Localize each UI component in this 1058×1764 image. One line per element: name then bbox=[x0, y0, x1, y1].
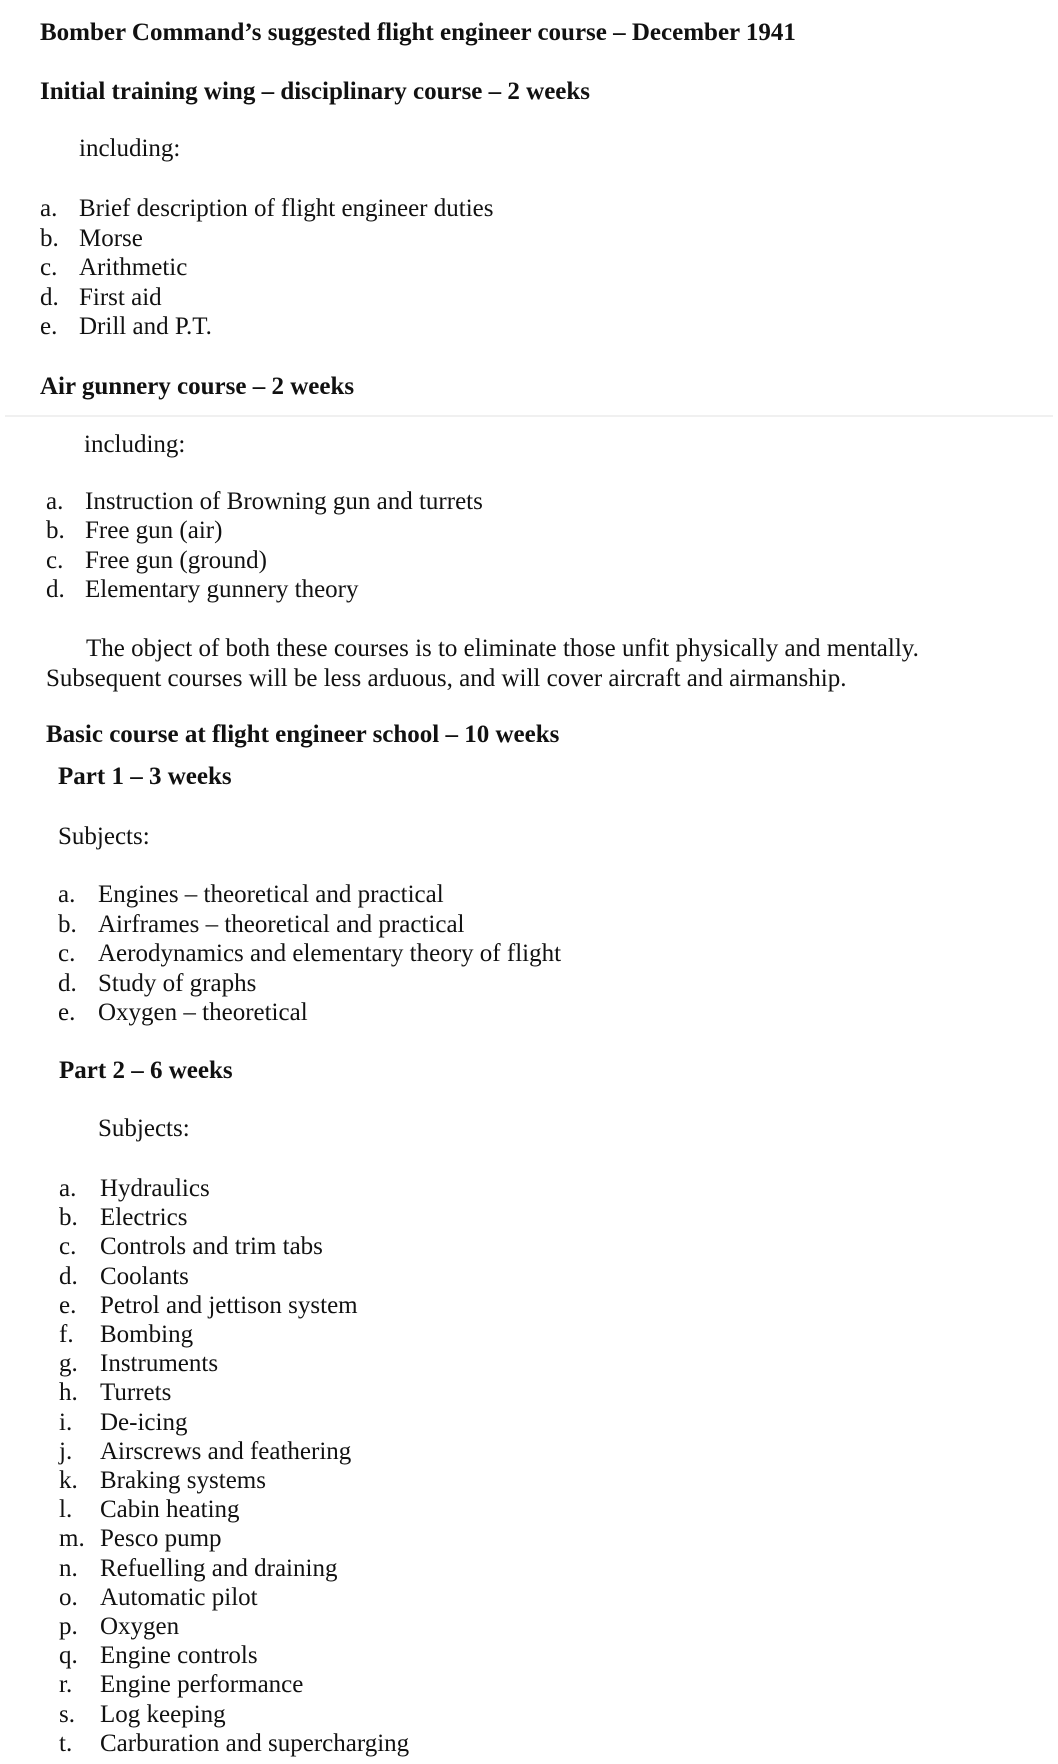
list-item-text: First aid bbox=[79, 283, 162, 311]
list-item-letter: b. bbox=[46, 517, 65, 545]
list-item bbox=[46, 487, 483, 517]
list-item bbox=[40, 283, 162, 313]
list-item bbox=[46, 516, 222, 546]
list-item bbox=[59, 1262, 189, 1292]
list-item bbox=[58, 939, 561, 969]
list-item bbox=[59, 1174, 210, 1204]
list-item-letter: m. bbox=[59, 1525, 85, 1553]
list-item bbox=[59, 1583, 258, 1613]
list-item bbox=[59, 1232, 323, 1262]
list-item bbox=[58, 880, 444, 910]
list-item-text: Free gun (air) bbox=[85, 517, 223, 545]
part2-subjects: Subjects: bbox=[98, 1115, 190, 1142]
list-item-text: Oxygen bbox=[100, 1613, 180, 1640]
list-item-text: Engine performance bbox=[100, 1671, 304, 1699]
gunnery-including: including: bbox=[84, 431, 186, 458]
list-item-letter: k. bbox=[59, 1467, 78, 1494]
list-item bbox=[59, 1612, 179, 1642]
list-item-text: Carburation and supercharging bbox=[100, 1729, 410, 1757]
list-item-text: Electrics bbox=[100, 1204, 188, 1232]
divider bbox=[5, 415, 1053, 417]
list-item bbox=[59, 1320, 193, 1350]
list-item-letter: c. bbox=[59, 1233, 77, 1261]
note-line-2: Subsequent courses will be less arduous, and will cover aircraft and airmanship. bbox=[46, 665, 847, 692]
list-item-text: Oxygen – theoretical bbox=[98, 999, 308, 1026]
list-item-text: Airscrews and feathering bbox=[100, 1437, 352, 1465]
list-item bbox=[40, 224, 143, 254]
list-item-text: Automatic pilot bbox=[100, 1583, 258, 1611]
list-item-text: Instruments bbox=[100, 1350, 219, 1378]
list-item-letter: h. bbox=[59, 1379, 78, 1407]
list-item bbox=[58, 910, 464, 940]
list-item-text: Petrol and jettison system bbox=[100, 1291, 358, 1319]
list-item-letter: g. bbox=[59, 1350, 78, 1378]
list-item bbox=[46, 575, 359, 605]
list-item-letter: c. bbox=[40, 254, 58, 281]
list-item-text: Aerodynamics and elementary theory of flight bbox=[98, 940, 562, 967]
list-item-text: Hydraulics bbox=[100, 1175, 210, 1202]
list-item bbox=[59, 1378, 171, 1408]
list-item-letter: e. bbox=[40, 313, 58, 340]
list-item-letter: d. bbox=[59, 1262, 78, 1290]
list-item bbox=[59, 1729, 409, 1759]
list-item-letter: i. bbox=[59, 1408, 73, 1436]
list-item-text: Engine controls bbox=[100, 1642, 258, 1670]
list-item bbox=[59, 1291, 358, 1321]
list-item-text: Controls and trim tabs bbox=[100, 1233, 323, 1261]
list-item bbox=[59, 1349, 218, 1379]
list-item-letter: p. bbox=[59, 1613, 78, 1640]
part1-subjects: Subjects: bbox=[58, 823, 150, 850]
list-item-letter: t. bbox=[59, 1729, 73, 1757]
list-item-letter: d. bbox=[58, 969, 77, 997]
list-item-text: Airframes – theoretical and practical bbox=[98, 910, 465, 938]
part2-heading: Part 2 – 6 weeks bbox=[59, 1057, 233, 1084]
list-item-letter: q. bbox=[59, 1642, 78, 1670]
list-item-text: Coolants bbox=[100, 1262, 189, 1290]
list-item bbox=[40, 194, 493, 224]
list-item-letter: e. bbox=[58, 999, 76, 1026]
list-item bbox=[40, 312, 212, 342]
list-item-letter: b. bbox=[58, 910, 77, 938]
list-item bbox=[59, 1437, 351, 1467]
list-item-letter: a. bbox=[40, 195, 58, 222]
list-item-letter: s. bbox=[59, 1700, 75, 1728]
list-item-letter: r. bbox=[59, 1671, 73, 1699]
list-item-letter: b. bbox=[40, 224, 59, 252]
list-item-text: Instruction of Browning gun and turrets bbox=[85, 488, 483, 515]
list-item bbox=[59, 1408, 187, 1438]
part1-heading: Part 1 – 3 weeks bbox=[58, 763, 232, 790]
list-item bbox=[59, 1495, 240, 1525]
list-item-text: Engines – theoretical and practical bbox=[98, 881, 444, 908]
list-item bbox=[46, 546, 267, 576]
list-item-letter: l. bbox=[59, 1496, 73, 1524]
list-item-text: Turrets bbox=[100, 1379, 172, 1407]
list-item-letter: a. bbox=[46, 488, 64, 515]
list-item bbox=[58, 969, 256, 999]
list-item bbox=[59, 1700, 226, 1730]
list-item-text: Pesco pump bbox=[100, 1525, 222, 1553]
list-item bbox=[59, 1466, 266, 1496]
list-item-letter: j. bbox=[59, 1437, 73, 1465]
list-item-text: Brief description of flight engineer duties bbox=[79, 195, 494, 222]
list-item bbox=[59, 1641, 258, 1671]
list-item-text: Morse bbox=[79, 224, 143, 252]
list-item-letter: n. bbox=[59, 1554, 78, 1582]
itw-heading: Initial training wing – disciplinary course – 2 weeks bbox=[40, 78, 591, 105]
list-item-letter: a. bbox=[59, 1175, 77, 1202]
list-item-letter: o. bbox=[59, 1583, 78, 1611]
list-item-letter: c. bbox=[58, 940, 76, 967]
note-line-1: The object of both these courses is to eliminate those unfit physically and mentally. bbox=[86, 635, 919, 662]
list-item-letter: c. bbox=[46, 546, 64, 574]
list-item bbox=[59, 1203, 187, 1233]
gunnery-heading: Air gunnery course – 2 weeks bbox=[40, 373, 355, 400]
list-item-text: Elementary gunnery theory bbox=[85, 575, 359, 603]
list-item-letter: d. bbox=[40, 283, 59, 311]
list-item-letter: a. bbox=[58, 881, 76, 908]
list-item-text: Log keeping bbox=[100, 1700, 226, 1728]
list-item bbox=[40, 253, 187, 283]
list-item bbox=[59, 1524, 222, 1554]
list-item-text: Refuelling and draining bbox=[100, 1554, 338, 1582]
list-item bbox=[59, 1670, 303, 1700]
list-item-text: Study of graphs bbox=[98, 969, 257, 997]
list-item-letter: d. bbox=[46, 575, 65, 603]
list-item-text: Braking systems bbox=[100, 1467, 266, 1494]
list-item-letter: b. bbox=[59, 1204, 78, 1232]
list-item bbox=[59, 1554, 337, 1584]
basic-course-heading: Basic course at flight engineer school – 10 weeks bbox=[46, 721, 560, 748]
list-item-letter: f. bbox=[59, 1321, 74, 1348]
list-item-text: Free gun (ground) bbox=[85, 546, 267, 574]
page-title: Bomber Command’s suggested flight engineer course – December 1941 bbox=[40, 19, 796, 46]
list-item-letter: e. bbox=[59, 1291, 77, 1319]
itw-including: including: bbox=[79, 135, 181, 162]
list-item-text: Drill and P.T. bbox=[79, 313, 212, 340]
list-item-text: Bombing bbox=[100, 1321, 194, 1348]
list-item-text: Arithmetic bbox=[79, 254, 188, 281]
list-item-text: Cabin heating bbox=[100, 1496, 240, 1524]
list-item bbox=[58, 998, 308, 1028]
list-item-text: De-icing bbox=[100, 1408, 188, 1436]
